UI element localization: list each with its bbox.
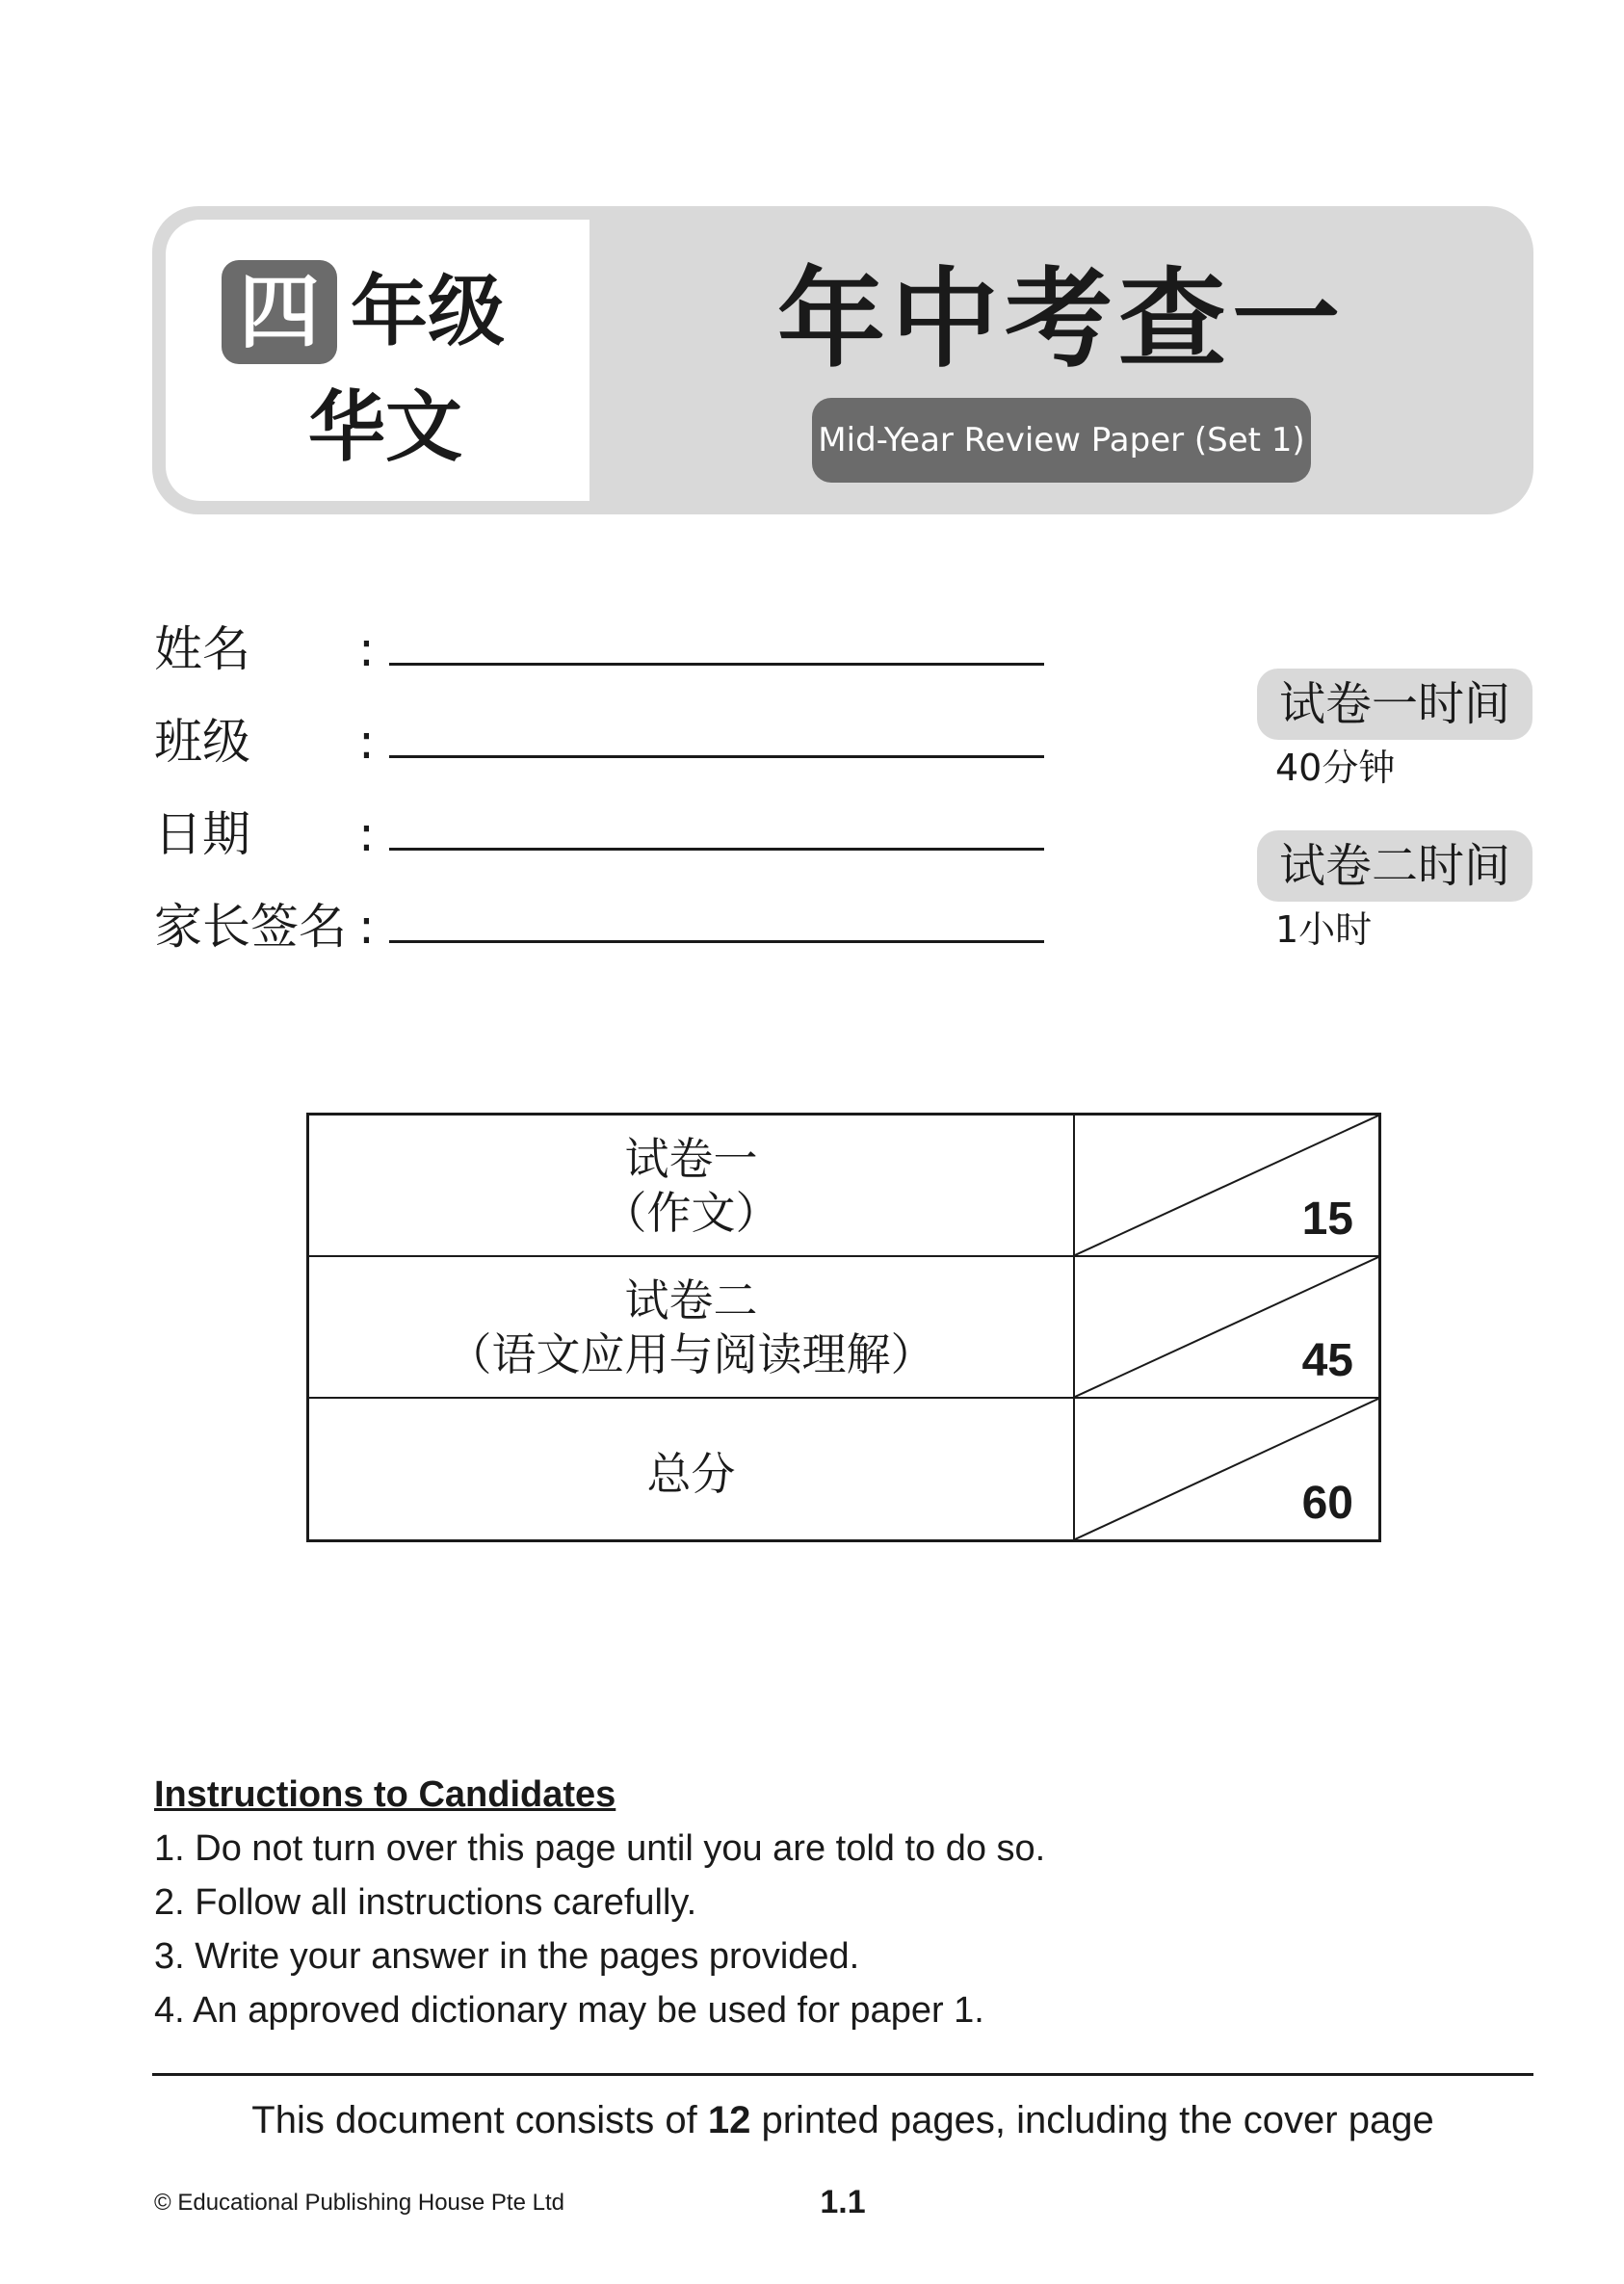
document-page-count <box>152 2094 1533 2146</box>
class-label: 班级 <box>154 714 250 770</box>
paper1-label-cell <box>309 1116 1075 1255</box>
instruction-item: 2. Follow all instructions carefully. <box>154 1882 697 1923</box>
parent-signature-colon: : <box>358 899 375 955</box>
page-number: 1.1 <box>820 2184 866 2220</box>
table-row <box>309 1257 1378 1399</box>
paper2-max-score: 45 <box>1301 1335 1353 1386</box>
date-field[interactable] <box>389 848 1044 851</box>
date-label: 日期 <box>154 806 250 862</box>
paper1-max-score: 15 <box>1301 1194 1353 1245</box>
instructions-title: Instructions to Candidates <box>154 1774 616 1815</box>
instruction-item: 1. Do not turn over this page until you are told to do so. <box>154 1828 1046 1869</box>
subject-label: 华文 <box>308 382 462 472</box>
date-colon: : <box>358 806 375 862</box>
name-label: 姓名 <box>154 621 250 677</box>
instruction-item: 3. Write your answer in the pages provided. <box>154 1936 860 1977</box>
parent-signature-label: 家长签名 <box>154 899 347 955</box>
paper1-score-cell[interactable] <box>1075 1116 1378 1255</box>
paper2-score-cell[interactable] <box>1075 1257 1378 1397</box>
paper2-subtitle: （语文应用与阅读理解） <box>447 1327 935 1380</box>
paper-subtitle-badge: Mid-Year Review Paper (Set 1) <box>812 398 1311 483</box>
doc-info-pages: 12 <box>707 2099 751 2141</box>
name-colon: : <box>358 621 375 677</box>
table-row <box>309 1116 1378 1257</box>
class-colon: : <box>358 714 375 770</box>
score-table <box>306 1113 1381 1542</box>
page-title: 年中考查一 <box>777 257 1346 382</box>
footer-divider <box>152 2073 1533 2076</box>
copyright: © Educational Publishing House Pte Ltd <box>154 2190 564 2216</box>
paper1-subtitle: （作文） <box>602 1186 780 1239</box>
paper1-time-value: 40分钟 <box>1275 747 1396 789</box>
parent-signature-field[interactable] <box>389 940 1044 943</box>
paper1-title: 试卷一 <box>624 1132 758 1185</box>
grade-label: 年级 <box>351 267 505 356</box>
paper2-time-value: 1小时 <box>1275 908 1373 951</box>
paper1-time-badge: 试卷一时间 <box>1257 669 1532 740</box>
total-score-cell[interactable] <box>1075 1399 1378 1539</box>
doc-info-prefix: This document consists of <box>251 2099 708 2141</box>
paper2-title: 试卷二 <box>624 1273 758 1326</box>
name-field[interactable] <box>389 663 1044 666</box>
table-row <box>309 1399 1378 1539</box>
paper2-label-cell <box>309 1257 1075 1397</box>
doc-info-suffix: printed pages, including the cover page <box>750 2099 1434 2141</box>
paper2-time-badge: 试卷二时间 <box>1257 830 1532 902</box>
total-max-score: 60 <box>1301 1478 1353 1529</box>
total-label-cell <box>309 1399 1075 1539</box>
total-title: 总分 <box>646 1448 736 1500</box>
grade-number-badge: 四 <box>222 260 337 364</box>
class-field[interactable] <box>389 755 1044 758</box>
instruction-item: 4. An approved dictionary may be used for paper 1. <box>154 1990 984 2031</box>
